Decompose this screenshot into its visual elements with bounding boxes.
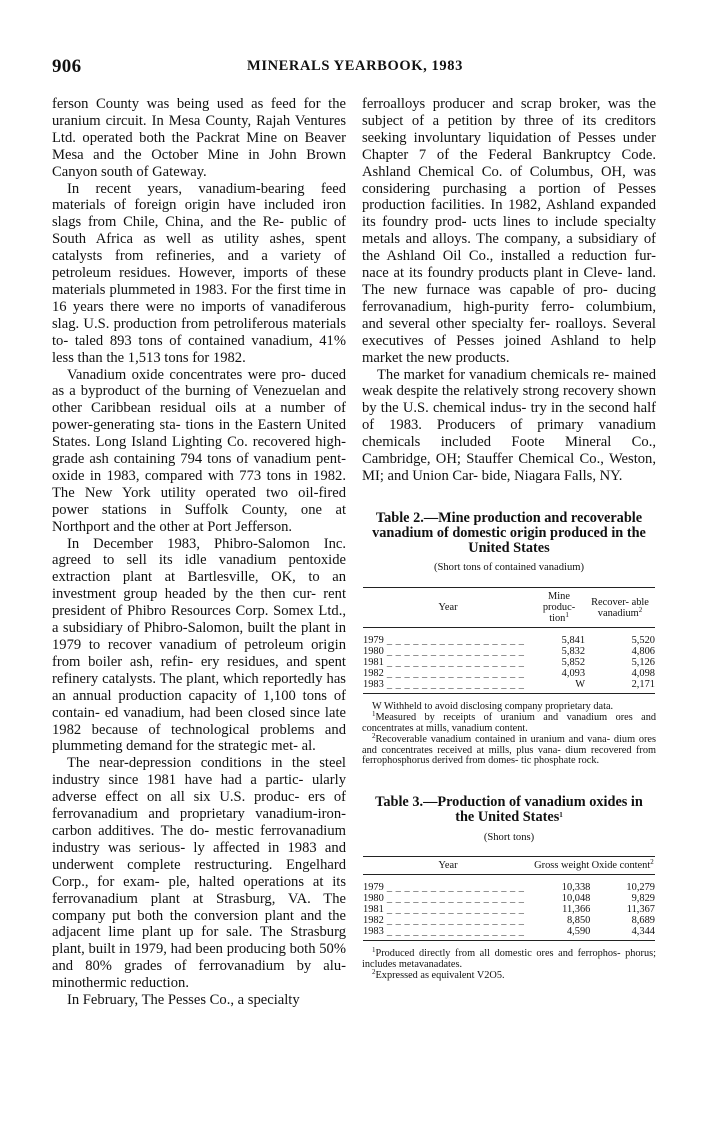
cell-mine: 4,093 — [561, 668, 586, 680]
cell-mine: 5,841 — [561, 635, 586, 647]
cell-year: 1980 _ _ _ _ _ _ _ _ _ _ _ _ _ _ _ _ — [363, 646, 525, 658]
cell-gross: 4,590 — [533, 926, 590, 941]
cell-year: 1983 _ _ _ _ _ _ _ _ _ _ _ _ _ _ _ _ — [363, 679, 533, 694]
paragraph: In February, The Pesses Co., a specialty — [67, 992, 300, 1009]
cell-year: 1981 _ _ _ _ _ _ _ _ _ _ _ _ _ _ _ _ — [363, 904, 525, 916]
cell-year: 1980 _ _ _ _ _ _ _ _ _ _ _ _ _ _ _ _ — [363, 893, 525, 905]
column-header-year: Year — [363, 857, 533, 875]
table-2-notes — [362, 702, 656, 767]
table-3-grid — [363, 856, 655, 941]
paragraph: ferson County was being used as feed for the uranium circuit. In Mesa County, Rajah Ventures Ltd. operated both the Packrat Mine on Beaver Mesa and the October Mine in John Brown Canyon south of Gateway. — [52, 96, 346, 180]
cell-oxide: 4,344 — [590, 926, 655, 941]
cell-recov: 4,806 — [631, 646, 655, 658]
column-header-year: Year — [363, 588, 533, 628]
column-header-recoverable-vanadium: Recover- able vanadium$^2$ — [585, 588, 655, 628]
cell-recov: 5,126 — [631, 657, 655, 669]
table-3-subtitle: (Short tons) — [483, 831, 535, 843]
paragraph: ferroalloys producer and scrap broker, was the subject of a petition by three of its creditors seeking involuntary liquidation of Pesses under Chapter 7 of the Federal Bankruptcy Code. Ashland Chemical Co. of Columbus, OH, was considering purchasing a portion of Pesses production facilities. In 1982, Ashland expanded its foundry prod- ucts lines to include specialty metals and alloys. The company, a subsidiary of the Ashland Oil Co., installed a reduction fur- nace at its foundry products plant in Cleve- land. The new furnace was capable of pro- ducing ferrovanadium, high-purity ferro- columbium, and several other specialty fer- roalloys. Several executives of Pesses joined Ashland to help market the new products. — [362, 96, 656, 366]
table-row — [363, 904, 655, 915]
cell-mine: W — [533, 679, 585, 694]
table-3-title: Table 3.—Production of vanadium oxides in the United States$^1$ — [375, 794, 643, 826]
column-header-gross-weight: Gross weight — [533, 857, 590, 875]
paragraph: The market for vanadium chemicals re- mained weak despite the relatively strong recovery shown by the U.S. chemical indus- try in the second half of 1983. Producers of primary vanadium chemicals included Foote Mineral Co., Cambridge, OH; Stauffer Chemical Co., Weston, MI; and Union Car- bide, Niagara Falls, NY. — [362, 366, 656, 484]
table-row — [363, 646, 655, 657]
table-3-body — [363, 875, 655, 941]
table-2 — [362, 511, 656, 767]
cell-oxide: 8,689 — [631, 915, 655, 927]
cell-oxide: 11,367 — [626, 904, 655, 916]
cell-year: 1979 _ _ _ _ _ _ _ _ _ _ _ _ _ _ _ _ — [363, 635, 525, 647]
cell-year: 1979 _ _ _ _ _ _ _ _ _ _ _ _ _ _ _ _ — [363, 882, 525, 894]
cell-gross: 10,338 — [561, 882, 591, 894]
running-title: MINERALS YEARBOOK, 1983 — [247, 58, 463, 74]
cell-gross: 10,048 — [561, 893, 591, 905]
cell-gross: 8,850 — [566, 915, 591, 927]
page-header — [52, 56, 658, 78]
table-row — [363, 657, 655, 668]
footnote-w: W Withheld to avoid disclosing company proprietary data. — [372, 701, 614, 713]
cell-mine: 5,852 — [561, 657, 586, 669]
table-row — [363, 679, 655, 694]
paragraph: Vanadium oxide concentrates were pro- duced as a byproduct of the burning of Venezuelan and other Caribbean residual oils at a number of power-generating sta- tions in the Eastern United States. Long Island Lighting Co. recovered high-grade ash containing 794 tons of vanadium pent- oxide in 1983, compared with 773 tons in 1982. The New York utility operated two oil-fired power stations in Suffolk County, one at Northport and the other at Port Jefferson. — [52, 366, 346, 535]
left-column — [52, 96, 346, 1009]
cell-mine: 5,832 — [561, 646, 586, 658]
cell-oxide: 9,829 — [631, 893, 655, 905]
cell-recov: 4,098 — [631, 668, 655, 680]
cell-year: 1983 _ _ _ _ _ _ _ _ _ _ _ _ _ _ _ _ — [363, 926, 533, 941]
cell-year: 1981 _ _ _ _ _ _ _ _ _ _ _ _ _ _ _ _ — [363, 657, 525, 669]
table-row — [363, 893, 655, 904]
paragraph: In December 1983, Phibro-Salomon Inc. agreed to sell its idle vanadium pentoxide extraction plant at Bartlesville, OK, to an investment group headed by the then cur- rent president of Phibro Resources Corp. Somex Ltd., a subsidiary of Phibro-Salomon, built the plant in 1979 to recover vanadium of petroleum origin from boiler ash, refin- ery residues, and spent refinery catalysts. The plant, which reportedly has an annual production capacity of 1,100 tons of contain- ed vanadium, had been closed since late 1982 because of technological problems and plummeting demand for the strategic met- al. — [52, 535, 346, 755]
cell-recov: 5,520 — [631, 635, 655, 647]
table-row — [363, 875, 655, 894]
column-header-mine-production: Mine produc- tion$^1$ — [533, 588, 585, 628]
cell-gross: 11,366 — [562, 904, 591, 916]
table-row — [363, 915, 655, 926]
paragraph: The near-depression conditions in the steel industry since 1981 have had a partic- ularly adverse effect on all six U.S. produc- ers of ferrovanadium and proprietary vanadium-iron-carbon additives. The do- mestic ferrovanadium industry was serious- ly affected in 1983 and underwent complete restructuring. Engelhard Corp., for exam- ple, halted operations at its ferrovanadium plant at Strasburg, VA. The company put both the conversion plant and the adjacent lime plant up for sale. The Strasburg plant, built in 1979, had been producing both 50% and 80% grades of ferrovanadium by alu- minothermic reduction. — [52, 755, 346, 992]
table-2-subtitle: (Short tons of contained vanadium) — [433, 562, 585, 574]
cell-oxide: 10,279 — [626, 882, 655, 894]
table-2-title: Table 2.—Mine production and recoverable vanadium of domestic origin produced in the United States — [372, 509, 646, 557]
table-2-grid — [363, 587, 655, 694]
table-3-notes — [362, 946, 656, 982]
footnote-2: $^2$Expressed as equivalent V2O5. — [372, 968, 505, 982]
cell-year: 1982 _ _ _ _ _ _ _ _ _ _ _ _ _ _ _ _ — [363, 915, 525, 927]
footnote-1: $^1$Measured by receipts of uranium and vanadium ores and concentrates at mills, vanadium content. — [362, 710, 656, 734]
cell-recov: 2,171 — [585, 679, 655, 694]
table-2-body — [363, 628, 655, 694]
page-number: 906 — [52, 56, 82, 77]
table-3 — [362, 795, 656, 982]
footnote-2: $^2$Recoverable vanadium contained in uranium and vana- dium ores and concentrates received at mills, plus vana- dium recovered from ferrophosphorus derived from domes- tic phosphate rock. — [362, 731, 656, 767]
table-row — [363, 628, 655, 647]
cell-year: 1982 _ _ _ _ _ _ _ _ _ _ _ _ _ _ _ _ — [363, 668, 525, 680]
right-column — [362, 96, 656, 982]
footnote-1: $^1$Produced directly from all domestic ores and ferrophos- phorus; includes metavanadates. — [362, 946, 656, 971]
table-row — [363, 668, 655, 679]
table-row — [363, 926, 655, 941]
column-header-oxide-content: Oxide content$^2$ — [590, 857, 655, 875]
paragraph: In recent years, vanadium-bearing feed materials of foreign origin have included iron slags from Chile, China, and the Re- public of South Africa as well as utility ashes, spent catalysts from refineries, and a variety of petroleum residues. However, imports of these materials plummeted in 1983. For the first time in 16 years there were no imports of vanadiferous slag. U.S. production from petroliferous materials to- taled 893 tons of contained vanadium, 41% less than the 1,513 tons for 1982. — [52, 180, 346, 366]
